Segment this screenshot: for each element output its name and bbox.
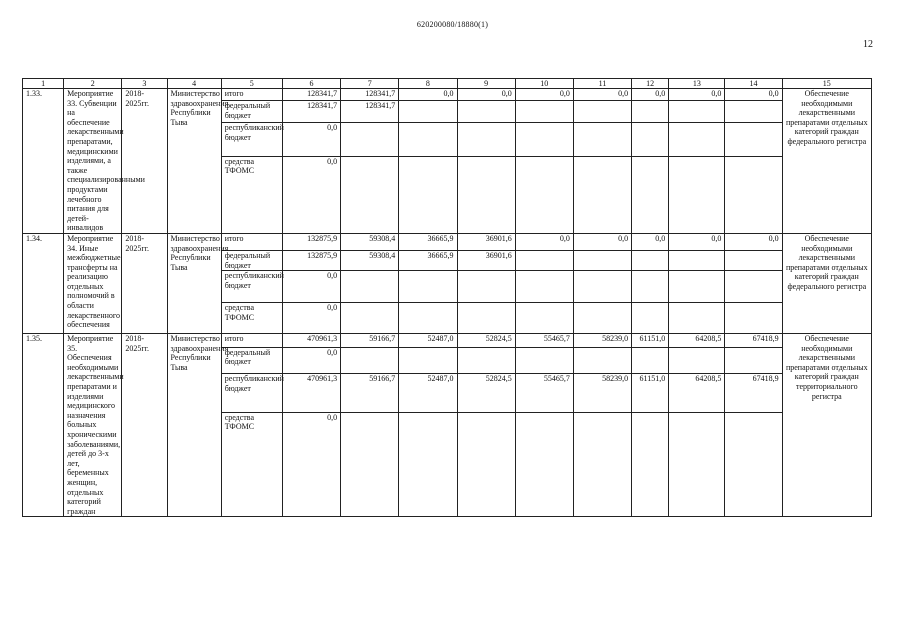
amount-cell xyxy=(573,271,631,303)
amount-cell xyxy=(669,156,725,233)
amount-cell xyxy=(457,156,515,233)
header-cell: 14 xyxy=(725,79,782,89)
amount-cell: 0,0 xyxy=(515,233,573,250)
amount-cell xyxy=(632,156,669,233)
amount-cell: 59308,4 xyxy=(341,233,399,250)
amount-cell xyxy=(573,123,631,156)
amount-cell: 0,0 xyxy=(282,271,340,303)
amount-cell xyxy=(457,303,515,334)
amount-cell xyxy=(573,412,631,517)
amount-cell xyxy=(457,271,515,303)
amount-cell xyxy=(515,303,573,334)
amount-cell: 55465,7 xyxy=(515,334,573,348)
document-id: 620200080/18880(1) xyxy=(416,20,489,29)
header-cell: 5 xyxy=(221,79,282,89)
amount-cell xyxy=(399,412,457,517)
amount-cell xyxy=(399,303,457,334)
amount-cell: 0,0 xyxy=(669,233,725,250)
program-table xyxy=(22,78,872,517)
table-row xyxy=(23,334,872,348)
funding-source-cell: федеральный бюджет xyxy=(221,250,282,270)
funding-source-cell: средства ТФОМС xyxy=(221,303,282,334)
amount-cell xyxy=(669,303,725,334)
header-cell: 9 xyxy=(457,79,515,89)
funding-source-cell: республиканский бюджет xyxy=(221,123,282,156)
item-number-cell: 1.34. xyxy=(23,233,64,333)
amount-cell xyxy=(399,156,457,233)
amount-cell: 52824,5 xyxy=(457,334,515,348)
funding-source-cell: федеральный бюджет xyxy=(221,101,282,123)
amount-cell xyxy=(399,271,457,303)
measure-name-cell: Мероприятие 35. Обеспечения необходимыми лекарственными препаратами и изделиями медицинского назначения больных хроническими заболеваниями, детей до 3-х лет, беременных женщин, отдельных категорий граждан xyxy=(64,334,122,517)
header-cell: 11 xyxy=(573,79,631,89)
amount-cell xyxy=(573,156,631,233)
measure-name-cell: Мероприятие 33. Субвенции на обеспечение лекарственными препаратами, медицинскими изделиями, а также специализированными продуктами лечебного питания для детей-инвалидов xyxy=(64,89,122,234)
amount-cell: 36665,9 xyxy=(399,233,457,250)
amount-cell: 59308,4 xyxy=(341,250,399,270)
header-cell: 12 xyxy=(632,79,669,89)
amount-cell xyxy=(669,347,725,373)
amount-cell xyxy=(515,123,573,156)
amount-cell: 470961,3 xyxy=(282,373,340,412)
amount-cell xyxy=(573,347,631,373)
amount-cell xyxy=(725,347,782,373)
amount-cell: 470961,3 xyxy=(282,334,340,348)
amount-cell: 0,0 xyxy=(632,233,669,250)
amount-cell xyxy=(669,412,725,517)
amount-cell xyxy=(341,412,399,517)
amount-cell xyxy=(457,101,515,123)
amount-cell xyxy=(457,412,515,517)
funding-source-cell: итого xyxy=(221,334,282,348)
expected-result-cell: Обеспечение необходимыми лекарственными препаратами отдельных категорий граждан федерального регистра xyxy=(782,233,871,333)
amount-cell xyxy=(515,347,573,373)
table-body xyxy=(23,79,872,517)
amount-cell xyxy=(457,123,515,156)
amount-cell xyxy=(515,250,573,270)
executor-cell: Министерство здравоохранения Республики Тыва xyxy=(167,233,221,333)
funding-source-cell: республиканский бюджет xyxy=(221,271,282,303)
amount-cell: 0,0 xyxy=(399,89,457,101)
measure-name-cell: Мероприятие 34. Иные межбюджетные трансферты на реализацию отдельных полномочий в области лекарственного обеспечения xyxy=(64,233,122,333)
amount-cell xyxy=(632,250,669,270)
funding-source-cell: республиканский бюджет xyxy=(221,373,282,412)
executor-cell: Министерство здравоохранения Республики Тыва xyxy=(167,334,221,517)
item-number-cell: 1.33. xyxy=(23,89,64,234)
table-row xyxy=(23,89,872,101)
amount-cell: 128341,7 xyxy=(341,101,399,123)
amount-cell: 0,0 xyxy=(632,89,669,101)
table-row xyxy=(23,233,872,250)
executor-cell: Министерство здравоохранения Республики Тыва xyxy=(167,89,221,234)
amount-cell: 132875,9 xyxy=(282,233,340,250)
funding-source-cell: средства ТФОМС xyxy=(221,412,282,517)
funding-source-cell: федеральный бюджет xyxy=(221,347,282,373)
amount-cell: 0,0 xyxy=(573,89,631,101)
amount-cell: 0,0 xyxy=(282,303,340,334)
funding-source-cell: итого xyxy=(221,89,282,101)
amount-cell xyxy=(669,123,725,156)
amount-cell: 52824,5 xyxy=(457,373,515,412)
amount-cell xyxy=(399,101,457,123)
amount-cell: 0,0 xyxy=(282,412,340,517)
amount-cell: 128341,7 xyxy=(341,89,399,101)
amount-cell xyxy=(669,271,725,303)
amount-cell: 58239,0 xyxy=(573,334,631,348)
header-cell: 6 xyxy=(282,79,340,89)
amount-cell xyxy=(632,101,669,123)
expected-result-cell: Обеспечение необходимыми лекарственными препаратами отдельных категорий граждан территориального регистра xyxy=(782,334,871,517)
amount-cell xyxy=(573,101,631,123)
header-cell: 13 xyxy=(669,79,725,89)
amount-cell xyxy=(632,347,669,373)
amount-cell: 67418,9 xyxy=(725,373,782,412)
amount-cell: 52487,0 xyxy=(399,373,457,412)
amount-cell xyxy=(725,156,782,233)
amount-cell xyxy=(669,101,725,123)
amount-cell xyxy=(341,156,399,233)
amount-cell xyxy=(725,101,782,123)
header-cell: 7 xyxy=(341,79,399,89)
amount-cell xyxy=(341,123,399,156)
amount-cell xyxy=(725,250,782,270)
amount-cell: 0,0 xyxy=(669,89,725,101)
amount-cell xyxy=(341,347,399,373)
amount-cell xyxy=(399,347,457,373)
amount-cell: 61151,0 xyxy=(632,334,669,348)
header-cell: 8 xyxy=(399,79,457,89)
amount-cell xyxy=(515,412,573,517)
amount-cell: 0,0 xyxy=(515,89,573,101)
amount-cell xyxy=(669,250,725,270)
amount-cell: 128341,7 xyxy=(282,89,340,101)
amount-cell xyxy=(725,412,782,517)
amount-cell xyxy=(725,271,782,303)
amount-cell: 36665,9 xyxy=(399,250,457,270)
page-number: 12 xyxy=(863,39,873,50)
period-cell: 2018-2025гг. xyxy=(122,334,167,517)
amount-cell: 0,0 xyxy=(282,156,340,233)
item-number-cell: 1.35. xyxy=(23,334,64,517)
amount-cell: 0,0 xyxy=(725,89,782,101)
amount-cell: 128341,7 xyxy=(282,101,340,123)
amount-cell: 132875,9 xyxy=(282,250,340,270)
amount-cell xyxy=(725,303,782,334)
amount-cell: 36901,6 xyxy=(457,233,515,250)
amount-cell: 64208,5 xyxy=(669,334,725,348)
header-cell: 1 xyxy=(23,79,64,89)
amount-cell xyxy=(632,123,669,156)
period-cell: 2018-2025гг. xyxy=(122,89,167,234)
amount-cell: 0,0 xyxy=(573,233,631,250)
header-cell: 15 xyxy=(782,79,871,89)
amount-cell: 59166,7 xyxy=(341,373,399,412)
period-cell: 2018-2025гг. xyxy=(122,233,167,333)
header-cell: 4 xyxy=(167,79,221,89)
amount-cell xyxy=(515,271,573,303)
amount-cell xyxy=(457,347,515,373)
amount-cell xyxy=(573,250,631,270)
funding-source-cell: средства ТФОМС xyxy=(221,156,282,233)
funding-source-cell: итого xyxy=(221,233,282,250)
amount-cell xyxy=(515,156,573,233)
amount-cell: 58239,0 xyxy=(573,373,631,412)
amount-cell: 36901,6 xyxy=(457,250,515,270)
amount-cell: 0,0 xyxy=(282,123,340,156)
amount-cell xyxy=(632,412,669,517)
amount-cell xyxy=(725,123,782,156)
header-cell: 10 xyxy=(515,79,573,89)
amount-cell xyxy=(632,303,669,334)
amount-cell xyxy=(515,101,573,123)
header-cell: 2 xyxy=(64,79,122,89)
amount-cell xyxy=(341,271,399,303)
amount-cell: 59166,7 xyxy=(341,334,399,348)
amount-cell: 0,0 xyxy=(725,233,782,250)
amount-cell: 0,0 xyxy=(282,347,340,373)
amount-cell xyxy=(632,271,669,303)
amount-cell: 64208,5 xyxy=(669,373,725,412)
amount-cell: 55465,7 xyxy=(515,373,573,412)
column-number-row xyxy=(23,79,872,89)
header-cell: 3 xyxy=(122,79,167,89)
amount-cell xyxy=(341,303,399,334)
amount-cell: 67418,9 xyxy=(725,334,782,348)
amount-cell xyxy=(573,303,631,334)
amount-cell: 52487,0 xyxy=(399,334,457,348)
amount-cell: 61151,0 xyxy=(632,373,669,412)
amount-cell xyxy=(399,123,457,156)
expected-result-cell: Обеспечение необходимыми лекарственными препаратами отдельных категорий граждан федерального регистра xyxy=(782,89,871,234)
amount-cell: 0,0 xyxy=(457,89,515,101)
